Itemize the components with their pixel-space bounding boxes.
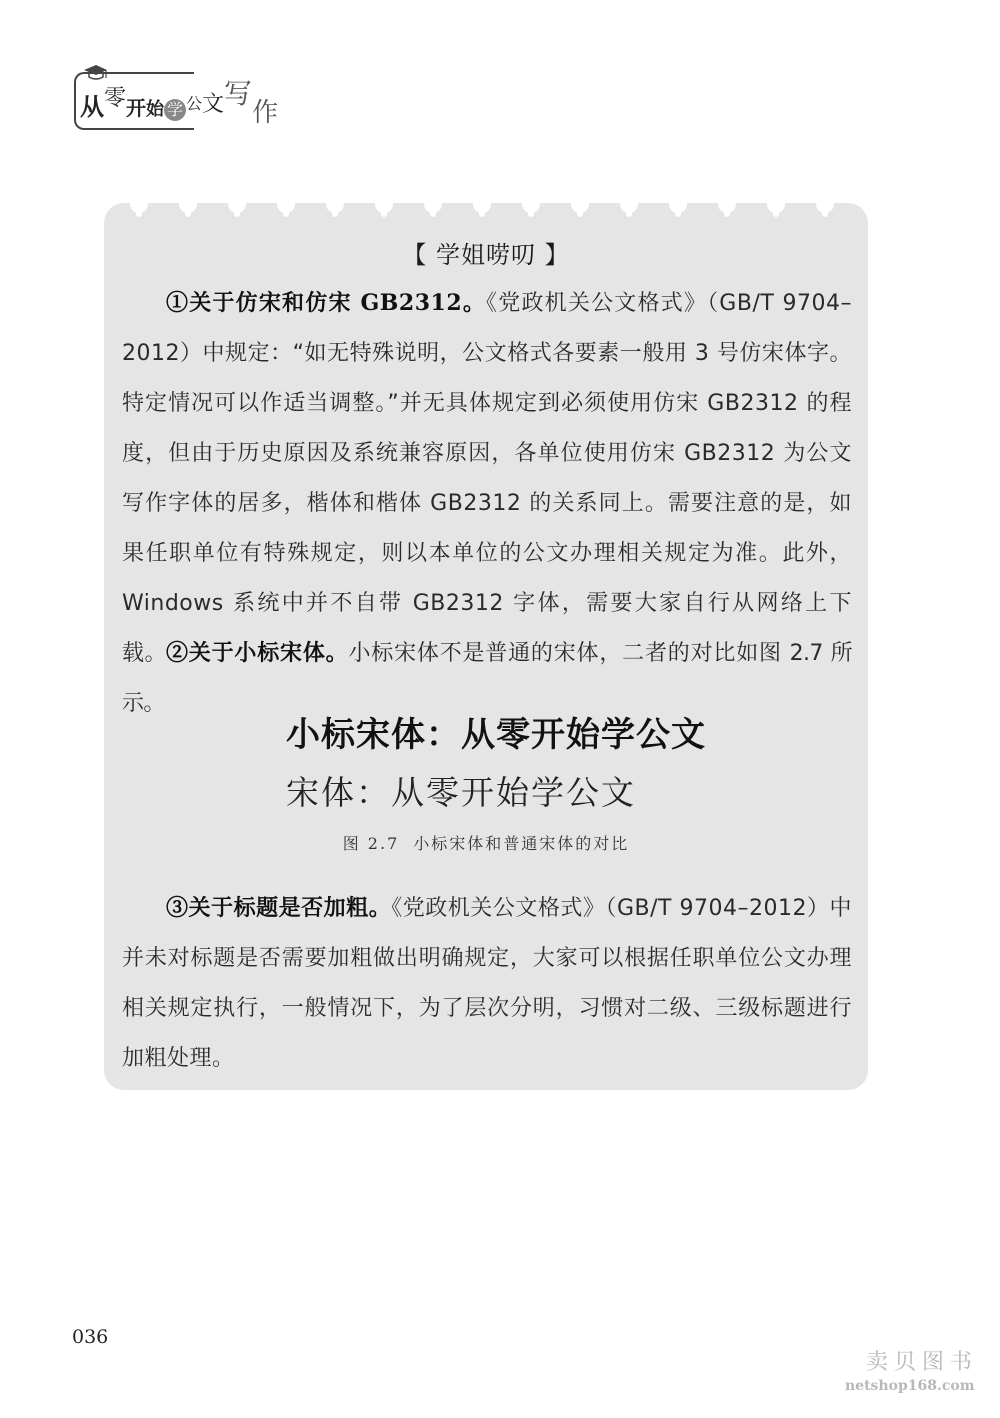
logo-char: 公 (186, 94, 203, 113)
font-sample-xiaobiaosong: 小标宋体：从零开始学公文 (286, 715, 706, 755)
binder-hole (522, 195, 540, 213)
binder-hole (767, 195, 785, 213)
paragraph-heading: ③关于标题是否加粗。 (166, 895, 392, 921)
logo-char: 从 (80, 92, 104, 121)
binder-hole (179, 195, 197, 213)
tip-card (104, 203, 868, 1090)
paragraph-title-bold (122, 883, 852, 1084)
paragraph-body: 《党政机关公文格式》（GB/T 9704–2012）中并未对标题是否需要加粗做出明确规定，大家可以根据任职单位公文办理相关规定执行，一般情况下，为了层次分明，习惯对二级、三级标题进行加粗处理。 (122, 896, 852, 1071)
watermark-url: netshop168.com (845, 1378, 975, 1394)
binder-hole (571, 195, 589, 213)
binder-hole (620, 195, 638, 213)
logo-char: 学 (164, 99, 186, 121)
figure-caption (104, 831, 868, 854)
binder-holes (104, 195, 868, 223)
logo-char: 作 (252, 98, 279, 128)
page-number: 036 (72, 1326, 109, 1348)
binder-hole (816, 195, 834, 213)
tip-title: 【 学姐唠叨 】 (402, 241, 570, 269)
watermark-text: 卖贝图书 (866, 1350, 979, 1375)
binder-hole (718, 195, 736, 213)
binder-hole (669, 195, 687, 213)
paragraph-heading: ①关于仿宋和仿宋 GB2312。 (166, 290, 487, 316)
logo-char: 写 (224, 77, 253, 110)
logo-char: 开 (126, 96, 147, 120)
logo-text (80, 77, 279, 128)
graduation-cap-icon (82, 64, 108, 82)
binder-hole (277, 195, 295, 213)
paragraph-body: 小标宋体不是普通的宋体，二者的对比如图 2.7 所示。 (122, 641, 852, 716)
binder-hole (375, 195, 393, 213)
binder-hole (326, 195, 344, 213)
figure-number: 图 2.7 (342, 834, 400, 853)
logo-char: 零 (104, 86, 127, 111)
book-series-logo (72, 62, 302, 132)
binder-hole (424, 195, 442, 213)
logo-char: 文 (202, 92, 225, 117)
paragraph-fangsong (122, 278, 852, 679)
figure-caption-text: 小标宋体和普通宋体的对比 (413, 834, 630, 853)
paragraph-heading: ②关于小标宋体。 (166, 640, 349, 666)
paragraph-body: 《党政机关公文格式》（GB/T 9704–2012）中规定：“如无特殊说明，公文格式各要素一般用 3 号仿宋体字。特定情况可以作适当调整。”并无具体规定到必须使用仿宋 GB2312 的程度，但由于历史原因及系统兼容原因，各单位使用仿宋 GB2312 为公文写作字体的居多，楷体和楷体 GB2312 的关系同上。需要注意的是，如果任职单位有特殊规定，则以本单位的公文办理相关规定为准。此外，Windows 系统中并不自带 GB2312 字体，需要大家自行从网络上下载。 (122, 291, 852, 666)
binder-hole (473, 195, 491, 213)
logo-char: 始 (146, 99, 165, 120)
font-sample-songti: 宋体：从零开始学公文 (286, 773, 636, 812)
binder-hole (130, 195, 148, 213)
binder-hole (228, 195, 246, 213)
